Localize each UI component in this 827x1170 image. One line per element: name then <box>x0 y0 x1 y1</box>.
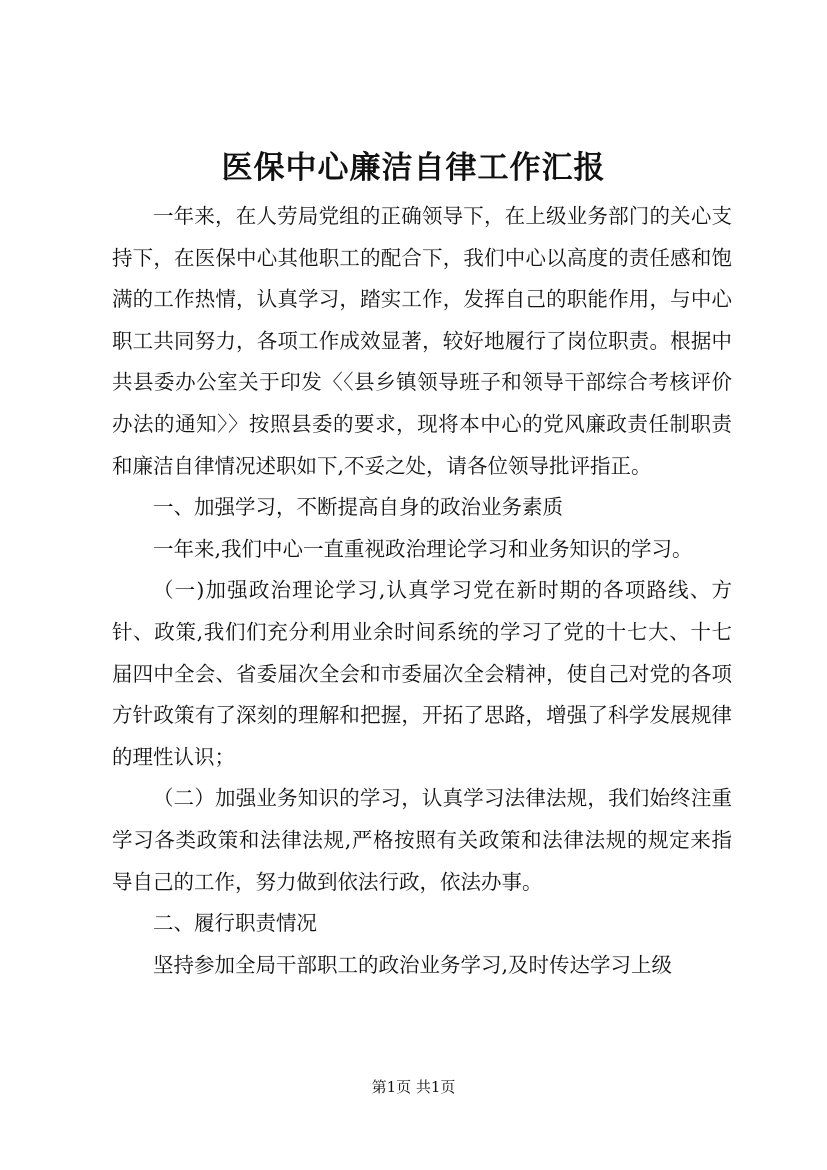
document-body <box>112 196 732 986</box>
page-number-footer: 第1页 共1页 <box>371 1078 456 1096</box>
section-1-paragraph: 一年来,我们中心一直重视政治理论学习和业务知识的学习。 <box>153 536 693 561</box>
subsection-2-paragraph: （二）加强业务知识的学习，认真学习法律法规，我们始终注重学习各类政策和法律法规,严格按照有关政策和法律法规的规定来指导自己的工作，努力做到依法行政，依法办事。 <box>112 786 732 894</box>
section-heading-2: 二、履行职责情况 <box>153 911 317 936</box>
section-heading-1: 一、加强学习，不断提高自身的政治业务素质 <box>153 495 563 520</box>
intro-paragraph: 一年来，在人劳局党组的正确领导下，在上级业务部门的关心支持下，在医保中心其他职工的配合下，我们中心以高度的责任感和饱满的工作热情，认真学习，踏实工作，发挥自己的职能作用，与中心职工共同努力，各项工作成效显著，较好地履行了岗位职责。根据中共县委办公室关于印发〈〈县乡镇领导班子和领导干部综合考核评价办法的通知〉〉按照县委的要求，现将本中心的党风廉政责任制职责和廉洁自律情况述职如下,不妥之处，请各位领导批评指正。 <box>112 204 732 478</box>
subsection-1-paragraph: （一)加强政治理论学习,认真学习党在新时期的各项路线、方针、政策,我们们充分利用业余时间系统的学习了党的十七大、十七届四中全会、省委届次全会和市委届次全会精神，使自己对党的各项方针政策有了深刻的理解和把握，开拓了思路，增强了科学发展规律的理性认识； <box>112 578 732 769</box>
section-2-paragraph: 坚持参加全局干部职工的政治业务学习,及时传达学习上级 <box>153 952 673 977</box>
document-title: 医保中心廉洁自律工作汇报 <box>221 150 606 186</box>
